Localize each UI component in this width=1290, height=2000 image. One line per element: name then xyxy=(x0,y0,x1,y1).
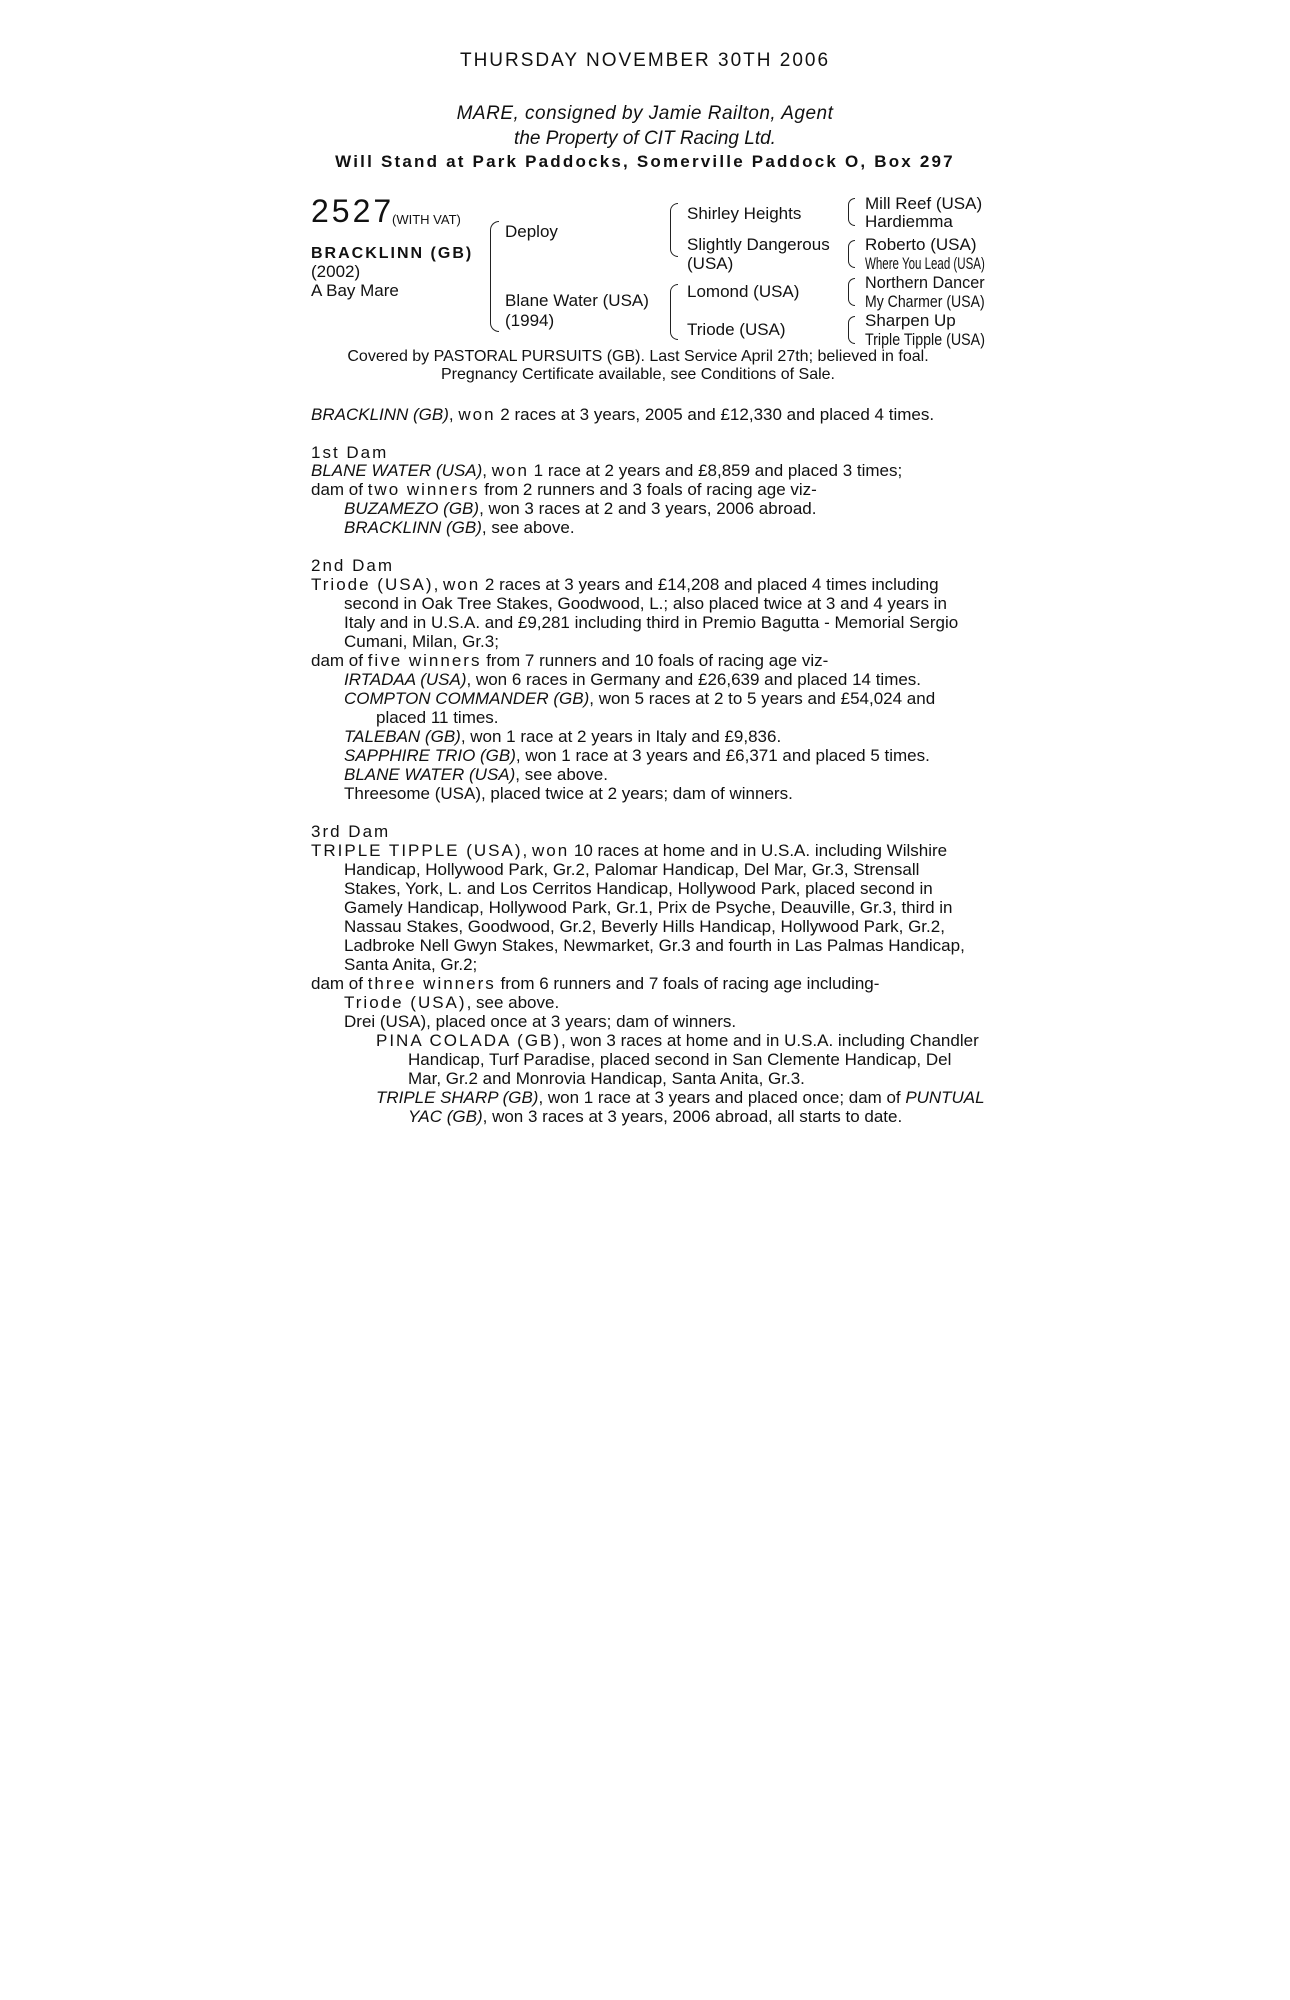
second-dam-line-12: Threesome (USA), placed twice at 2 years; dam of winners. xyxy=(344,784,793,803)
puntual-name: PUNTUAL xyxy=(905,1088,985,1107)
consignment-line: MARE, consigned by Jamie Railton, Agent xyxy=(456,103,834,124)
second-dam-line-11 xyxy=(344,765,608,784)
taleban-text: , won 1 race at 2 years in Italy and £9,836. xyxy=(460,727,782,746)
second-dam-heading: 2nd Dam xyxy=(311,556,394,575)
summary-won: won xyxy=(458,405,496,424)
second-dam-winners: five winners xyxy=(367,651,482,670)
compton-commander-name: COMPTON COMMANDER (GB) xyxy=(344,689,590,708)
gen3-mill-reef: Mill Reef (USA) xyxy=(865,194,983,213)
gen2-slightly-dangerous-country: (USA) xyxy=(687,254,734,273)
gen3-roberto: Roberto (USA) xyxy=(865,235,977,254)
property-line: the Property of CIT Racing Ltd. xyxy=(514,128,776,149)
compton-commander-text: , won 5 races at 2 to 5 years and £54,024 and xyxy=(589,689,936,708)
second-dam-line-7 xyxy=(344,689,935,708)
gen3-hardiemma: Hardiemma xyxy=(865,212,953,231)
summary-text: 2 races at 3 years, 2005 and £12,330 and placed 4 times. xyxy=(495,405,935,424)
buzamezo-text: , won 3 races at 2 and 3 years, 2006 abroad. xyxy=(479,499,817,518)
lot-year: (2002) xyxy=(311,262,361,281)
third-dam-line-11 xyxy=(376,1031,979,1050)
sapphire-trio-name: SAPPHIRE TRIO (GB) xyxy=(344,746,516,765)
first-dam-line-1: BLANE WATER (USA), won 1 race at 2 years and £8,859 and placed 3 times; xyxy=(311,461,903,480)
third-dam-line-3: Stakes, York, L. and Los Cerritos Handicap, Hollywood Park, placed second in xyxy=(344,879,933,898)
pedigree-brace-3c xyxy=(848,278,855,306)
first-dam-heading: 1st Dam xyxy=(311,443,389,462)
first-dam-won: won xyxy=(491,461,529,480)
irtadaa-text: , won 6 races in Germany and £26,639 and placed 14 times. xyxy=(466,670,922,689)
third-dam-line-2: Handicap, Hollywood Park, Gr.2, Palomar Handicap, Del Mar, Gr.3, Strensall xyxy=(344,860,920,879)
gen3-sharpen-up: Sharpen Up xyxy=(865,311,956,330)
second-dam-foals: from 7 runners and 10 foals of racing age viz- xyxy=(481,651,829,670)
summary-name: BRACKLINN (GB) xyxy=(311,405,449,424)
pedigree-brace-2b xyxy=(670,284,678,340)
triple-tipple-won: won xyxy=(531,841,570,860)
third-dam-line-1: TRIPLE TIPPLE (USA), won 10 races at home and in U.S.A. including Wilshire xyxy=(311,841,948,860)
stand-line: Will Stand at Park Paddocks, Somerville Paddock O, Box 297 xyxy=(335,152,955,171)
third-dam-line-10: Drei (USA), placed once at 3 years; dam of winners. xyxy=(344,1012,737,1031)
dam: Blane Water (USA) xyxy=(505,291,649,310)
taleban-name: TALEBAN (GB) xyxy=(344,727,461,746)
sapphire-trio-text: , won 1 race at 3 years and £6,371 and placed 5 times. xyxy=(515,746,930,765)
sire: Deploy xyxy=(505,222,558,241)
third-dam-pre: dam of xyxy=(311,974,368,993)
vat-note: (WITH VAT) xyxy=(392,212,461,227)
pedigree-brace-1 xyxy=(490,221,499,332)
second-dam-line-9 xyxy=(344,727,781,746)
gen2-lomond: Lomond (USA) xyxy=(687,282,800,301)
lot-name: BRACKLINN (GB) xyxy=(311,245,474,262)
triode-ref-text: , see above. xyxy=(466,993,560,1012)
first-dam-foals: from 2 runners and 3 foals of racing age viz- xyxy=(479,480,817,499)
covered-line: Covered by PASTORAL PURSUITS (GB). Last Service April 27th; believed in foal. xyxy=(347,348,929,365)
bracklinn-ref-name: BRACKLINN (GB) xyxy=(344,518,482,537)
gen2-slightly-dangerous: Slightly Dangerous xyxy=(687,235,830,254)
triode-name: Triode (USA) xyxy=(311,575,434,594)
irtadaa-name: IRTADAA (USA) xyxy=(344,670,467,689)
pedigree-brace-3d xyxy=(848,316,855,344)
first-dam-line-4 xyxy=(344,518,575,537)
pina-colada-name: PINA COLADA (GB) xyxy=(376,1031,562,1050)
gen3-where-you-lead: Where You Lead (USA) xyxy=(865,254,985,273)
third-dam-line-4: Gamely Handicap, Hollywood Park, Gr.1, Prix de Psyche, Deauville, Gr.3, third in xyxy=(344,898,953,917)
sale-date: THURSDAY NOVEMBER 30TH 2006 xyxy=(459,50,831,71)
third-dam-line-14 xyxy=(376,1088,985,1107)
pedigree-brace-3b xyxy=(848,240,855,268)
gen3-my-charmer: My Charmer (USA) xyxy=(865,292,985,311)
third-dam-heading: 3rd Dam xyxy=(311,822,391,841)
pedigree-brace-3a xyxy=(848,198,855,226)
first-dam-line-3 xyxy=(344,499,816,518)
third-dam-foals: from 6 runners and 7 foals of racing age including- xyxy=(495,974,880,993)
second-dam-line-6 xyxy=(344,670,921,689)
gen3-northern-dancer: Northern Dancer xyxy=(865,273,985,292)
third-dam-line-15 xyxy=(408,1107,902,1126)
second-dam-line-8: placed 11 times. xyxy=(376,708,499,727)
blane-water-ref-text: , see above. xyxy=(515,765,608,784)
triple-sharp-text: , won 1 race at 3 years and placed once; dam of xyxy=(538,1088,906,1107)
first-dam-winners: two winners xyxy=(367,480,480,499)
bracklinn-ref-text: , see above. xyxy=(481,518,575,537)
second-dam-line-4: Cumani, Milan, Gr.3; xyxy=(344,632,499,651)
buzamezo-name: BUZAMEZO (GB) xyxy=(344,499,480,518)
third-dam-line-7: Santa Anita, Gr.2; xyxy=(344,955,478,974)
third-dam-line-8 xyxy=(311,974,879,993)
triode-text: 2 races at 3 years and £14,208 and placed 4 times including xyxy=(480,575,939,594)
triple-sharp-name: TRIPLE SHARP (GB) xyxy=(376,1088,539,1107)
second-dam-line-1: Triode (USA), won 2 races at 3 years and £14,208 and placed 4 times including xyxy=(311,575,939,594)
second-dam-line-5 xyxy=(311,651,828,670)
second-dam-line-10 xyxy=(344,746,930,765)
lot-description: A Bay Mare xyxy=(311,281,399,300)
puntual-yac-text: , won 3 races at 3 years, 2006 abroad, all starts to date. xyxy=(482,1107,903,1126)
triple-tipple-name: TRIPLE TIPPLE (USA) xyxy=(311,841,523,860)
summary-line: BRACKLINN (GB), won 2 races at 3 years, 2005 and £12,330 and placed 4 times. xyxy=(311,405,935,424)
first-dam-name: BLANE WATER (USA) xyxy=(311,461,483,480)
gen3-triple-tipple: Triple Tipple (USA) xyxy=(865,330,985,349)
third-dam-line-12: Handicap, Turf Paradise, placed second in San Clemente Handicap, Del xyxy=(408,1050,952,1069)
second-dam-line-3: Italy and in U.S.A. and £9,281 including third in Premio Bagutta - Memorial Sergio xyxy=(344,613,959,632)
triode-won: won xyxy=(443,575,481,594)
triple-tipple-text: 10 races at home and in U.S.A. including Wilshire xyxy=(569,841,948,860)
dam-year: (1994) xyxy=(505,311,555,330)
puntual-yac-name: YAC (GB) xyxy=(408,1107,483,1126)
first-dam-line-2 xyxy=(311,480,817,499)
blane-water-ref-name: BLANE WATER (USA) xyxy=(344,765,516,784)
pregnancy-line: Pregnancy Certificate available, see Conditions of Sale. xyxy=(441,366,835,383)
third-dam-line-6: Ladbroke Nell Gwyn Stakes, Newmarket, Gr.3 and fourth in Las Palmas Handicap, xyxy=(344,936,965,955)
third-dam-line-9 xyxy=(344,993,559,1012)
third-dam-line-5: Nassau Stakes, Goodwood, Gr.2, Beverly Hills Handicap, Hollywood Park, Gr.2, xyxy=(344,917,945,936)
gen2-shirley-heights: Shirley Heights xyxy=(687,204,802,223)
lot-number: 2527 xyxy=(311,193,395,229)
pina-colada-text: , won 3 races at home and in U.S.A. including Chandler xyxy=(561,1031,979,1050)
first-dam-pre: dam of xyxy=(311,480,368,499)
triode-ref-name: Triode (USA) xyxy=(344,993,467,1012)
gen2-triode: Triode (USA) xyxy=(687,320,786,339)
second-dam-line-2: second in Oak Tree Stakes, Goodwood, L.; also placed twice at 3 and 4 years in xyxy=(344,594,947,613)
third-dam-line-13: Mar, Gr.2 and Monrovia Handicap, Santa Anita, Gr.3. xyxy=(408,1069,805,1088)
second-dam-pre: dam of xyxy=(311,651,368,670)
pedigree-brace-2a xyxy=(670,203,678,257)
first-dam-text: 1 race at 2 years and £8,859 and placed 3 times; xyxy=(528,461,903,480)
third-dam-winners: three winners xyxy=(367,974,496,993)
